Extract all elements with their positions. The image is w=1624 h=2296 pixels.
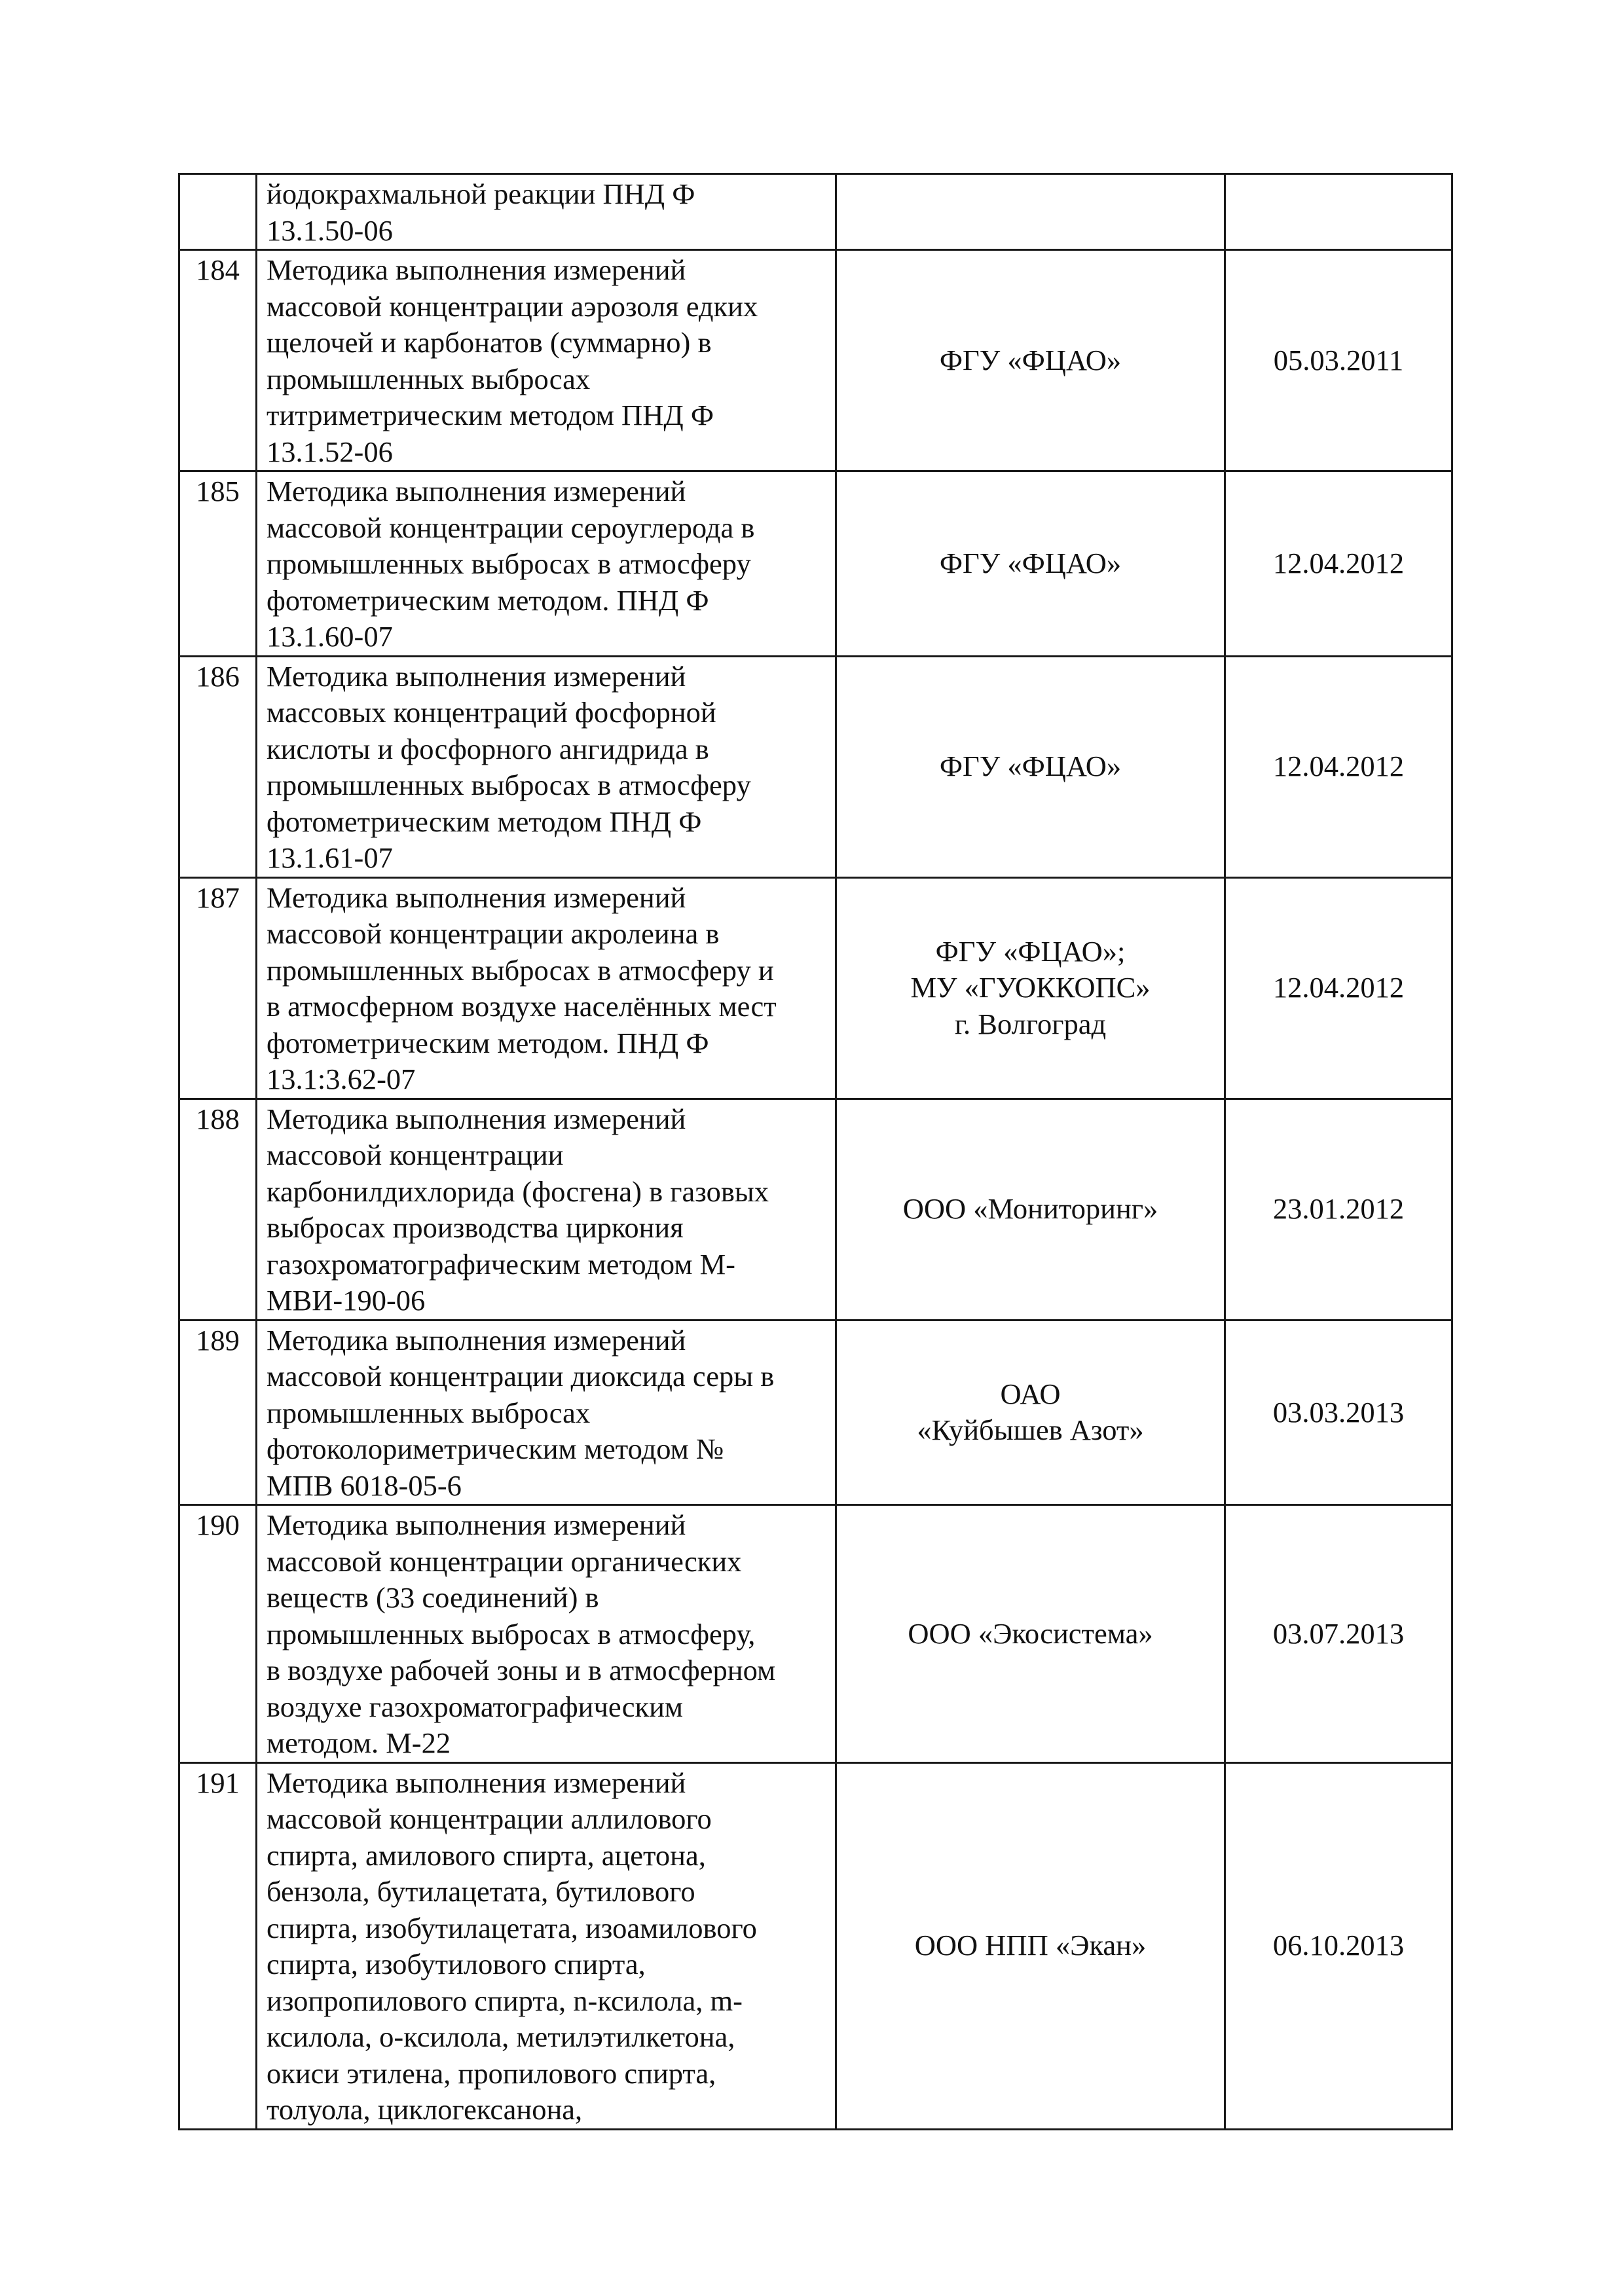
method-description-line: воздухе газохроматографическим bbox=[267, 1690, 684, 1723]
method-description-line: промышленных выбросах bbox=[267, 362, 591, 395]
method-description-line: веществ (33 соединений) в bbox=[267, 1581, 599, 1614]
method-description-line: промышленных выбросах bbox=[267, 1396, 591, 1429]
organization-cell bbox=[836, 174, 1225, 250]
method-description-line: 13.1.61-07 bbox=[267, 841, 393, 874]
table-row bbox=[179, 656, 1452, 877]
method-description-line: ксилола, о-ксилола, метилэтилкетона, bbox=[267, 2020, 735, 2053]
method-description-line: МПВ 6018-05-6 bbox=[267, 1468, 462, 1502]
method-description-line: Методика выполнения измерений bbox=[267, 1102, 686, 1135]
method-description-cell bbox=[257, 250, 836, 471]
method-description-cell bbox=[257, 174, 836, 250]
method-description-line: Методика выполнения измерений bbox=[267, 1766, 686, 1799]
method-description-cell bbox=[257, 1762, 836, 2129]
method-description-line: титриметрическим методом ПНД Ф bbox=[267, 399, 714, 431]
method-description-line: массовой концентрации bbox=[267, 1139, 564, 1171]
method-description-line: 13.1.52-06 bbox=[267, 435, 393, 468]
row-number-cell: 187 bbox=[179, 877, 257, 1099]
row-number-cell: 188 bbox=[179, 1099, 257, 1320]
date-cell bbox=[1225, 174, 1452, 250]
method-description-line: изопропилового спирта, n-ксилола, m- bbox=[267, 1984, 743, 2017]
method-description-line: карбонилдихлорида (фосгена) в газовых bbox=[267, 1175, 769, 1208]
method-description-line: фотометрическим методом ПНД Ф bbox=[267, 805, 702, 838]
table-body bbox=[179, 174, 1452, 2130]
method-description-line: промышленных выбросах в атмосферу bbox=[267, 547, 751, 580]
row-number-cell: 185 bbox=[179, 471, 257, 657]
method-description-line: Методика выполнения измерений bbox=[267, 253, 686, 286]
method-description-line: фотометрическим методом. ПНД Ф bbox=[267, 1026, 709, 1059]
organization-cell bbox=[836, 1762, 1225, 2129]
date-cell: 12.04.2012 bbox=[1225, 656, 1452, 877]
method-description-line: массовой концентрации аллилового bbox=[267, 1802, 712, 1835]
date-cell: 23.01.2012 bbox=[1225, 1099, 1452, 1320]
organization-cell bbox=[836, 471, 1225, 657]
method-description-line: МВИ-190-06 bbox=[267, 1284, 426, 1317]
method-description-line: спирта, изобутилацетата, изоамилового bbox=[267, 1911, 757, 1944]
date-cell: 03.03.2013 bbox=[1225, 1320, 1452, 1505]
method-description-line: методом. М-22 bbox=[267, 1726, 451, 1759]
organization-line: ФГУ «ФЦАО» bbox=[939, 750, 1122, 783]
table-row bbox=[179, 1762, 1452, 2129]
method-description-line: промышленных выбросах в атмосферу, bbox=[267, 1617, 756, 1650]
organization-line: ОАО bbox=[1000, 1377, 1061, 1410]
method-description-line: окиси этилена, пропилового спирта, bbox=[267, 2056, 716, 2090]
organization-line: ООО «Экосистема» bbox=[908, 1616, 1153, 1650]
row-number-cell: 190 bbox=[179, 1505, 257, 1763]
organization-cell bbox=[836, 1505, 1225, 1763]
organization-line: ФГУ «ФЦАО» bbox=[939, 343, 1122, 376]
row-number-cell bbox=[179, 174, 257, 250]
method-description-line: спирта, изобутилового спирта, bbox=[267, 1948, 646, 1980]
method-description-cell bbox=[257, 656, 836, 877]
method-description-line: Методика выполнения измерений bbox=[267, 659, 686, 693]
method-description-line: массовых концентраций фосфорной bbox=[267, 696, 716, 729]
methods-registry-table bbox=[178, 173, 1453, 2130]
method-description-cell bbox=[257, 1099, 836, 1320]
method-description-line: толуола, циклогексанона, bbox=[267, 2093, 583, 2126]
organization-cell bbox=[836, 877, 1225, 1099]
organization-cell bbox=[836, 1320, 1225, 1505]
method-description-line: фотоколориметрическим методом № bbox=[267, 1432, 724, 1465]
date-cell: 03.07.2013 bbox=[1225, 1505, 1452, 1763]
method-description-line: йодокрахмальной реакции ПНД Ф bbox=[267, 177, 695, 210]
table-row bbox=[179, 174, 1452, 250]
date-cell: 06.10.2013 bbox=[1225, 1762, 1452, 2129]
row-number-cell: 191 bbox=[179, 1762, 257, 2129]
method-description-line: щелочей и карбонатов (суммарно) в bbox=[267, 326, 712, 359]
row-number-cell: 189 bbox=[179, 1320, 257, 1505]
table-row bbox=[179, 1099, 1452, 1320]
method-description-line: промышленных выбросах в атмосферу и bbox=[267, 953, 774, 987]
table-row bbox=[179, 250, 1452, 471]
method-description-line: 13.1:3.62-07 bbox=[267, 1063, 416, 1095]
row-number-cell: 184 bbox=[179, 250, 257, 471]
table-row bbox=[179, 877, 1452, 1099]
method-description-line: 13.1.60-07 bbox=[267, 620, 393, 653]
method-description-line: выбросах производства циркония bbox=[267, 1211, 684, 1244]
table-row bbox=[179, 1320, 1452, 1505]
method-description-line: кислоты и фосфорного ангидрида в bbox=[267, 732, 709, 765]
method-description-line: в воздухе рабочей зоны и в атмосферном bbox=[267, 1654, 776, 1686]
method-description-line: массовой концентрации сероуглерода в bbox=[267, 511, 755, 544]
method-description-cell bbox=[257, 471, 836, 657]
organization-line: г. Волгоград bbox=[954, 1007, 1107, 1040]
method-description-line: Методика выполнения измерений bbox=[267, 1508, 686, 1541]
method-description-line: Методика выполнения измерений bbox=[267, 1323, 686, 1357]
date-cell: 05.03.2011 bbox=[1225, 250, 1452, 471]
method-description-line: Методика выполнения измерений bbox=[267, 881, 686, 914]
organization-line: ООО НПП «Экан» bbox=[914, 1929, 1147, 1962]
method-description-line: массовой концентрации аэрозоля едких bbox=[267, 289, 758, 323]
date-cell: 12.04.2012 bbox=[1225, 471, 1452, 657]
table-row bbox=[179, 471, 1452, 657]
organization-line: ООО «Мониторинг» bbox=[902, 1192, 1158, 1226]
organization-line: ФГУ «ФЦАО» bbox=[939, 547, 1122, 579]
method-description-line: фотометрическим методом. ПНД Ф bbox=[267, 583, 709, 617]
date-cell: 12.04.2012 bbox=[1225, 877, 1452, 1099]
method-description-line: газохроматографическим методом М- bbox=[267, 1247, 735, 1281]
method-description-line: Методика выполнения измерений bbox=[267, 475, 686, 507]
method-description-line: в атмосферном воздухе населённых мест bbox=[267, 990, 777, 1023]
organization-cell bbox=[836, 656, 1225, 877]
method-description-line: массовой концентрации акролеина в bbox=[267, 917, 720, 950]
method-description-cell bbox=[257, 877, 836, 1099]
method-description-line: бензола, бутилацетата, бутилового bbox=[267, 1875, 695, 1908]
organization-line: «Куйбышев Азот» bbox=[917, 1413, 1144, 1447]
method-description-line: спирта, амилового спирта, ацетона, bbox=[267, 1838, 706, 1872]
organization-line: МУ «ГУОККОПС» bbox=[910, 971, 1151, 1004]
method-description-line: массовой концентрации диоксида серы в bbox=[267, 1360, 775, 1393]
method-description-line: 13.1.50-06 bbox=[267, 213, 393, 247]
method-description-cell bbox=[257, 1320, 836, 1505]
row-number-cell: 186 bbox=[179, 656, 257, 877]
organization-cell bbox=[836, 250, 1225, 471]
method-description-cell bbox=[257, 1505, 836, 1763]
method-description-line: массовой концентрации органических bbox=[267, 1544, 742, 1578]
table-row bbox=[179, 1505, 1452, 1763]
organization-line: ФГУ «ФЦАО»; bbox=[935, 934, 1126, 968]
method-description-line: промышленных выбросах в атмосферу bbox=[267, 769, 751, 801]
organization-cell bbox=[836, 1099, 1225, 1320]
